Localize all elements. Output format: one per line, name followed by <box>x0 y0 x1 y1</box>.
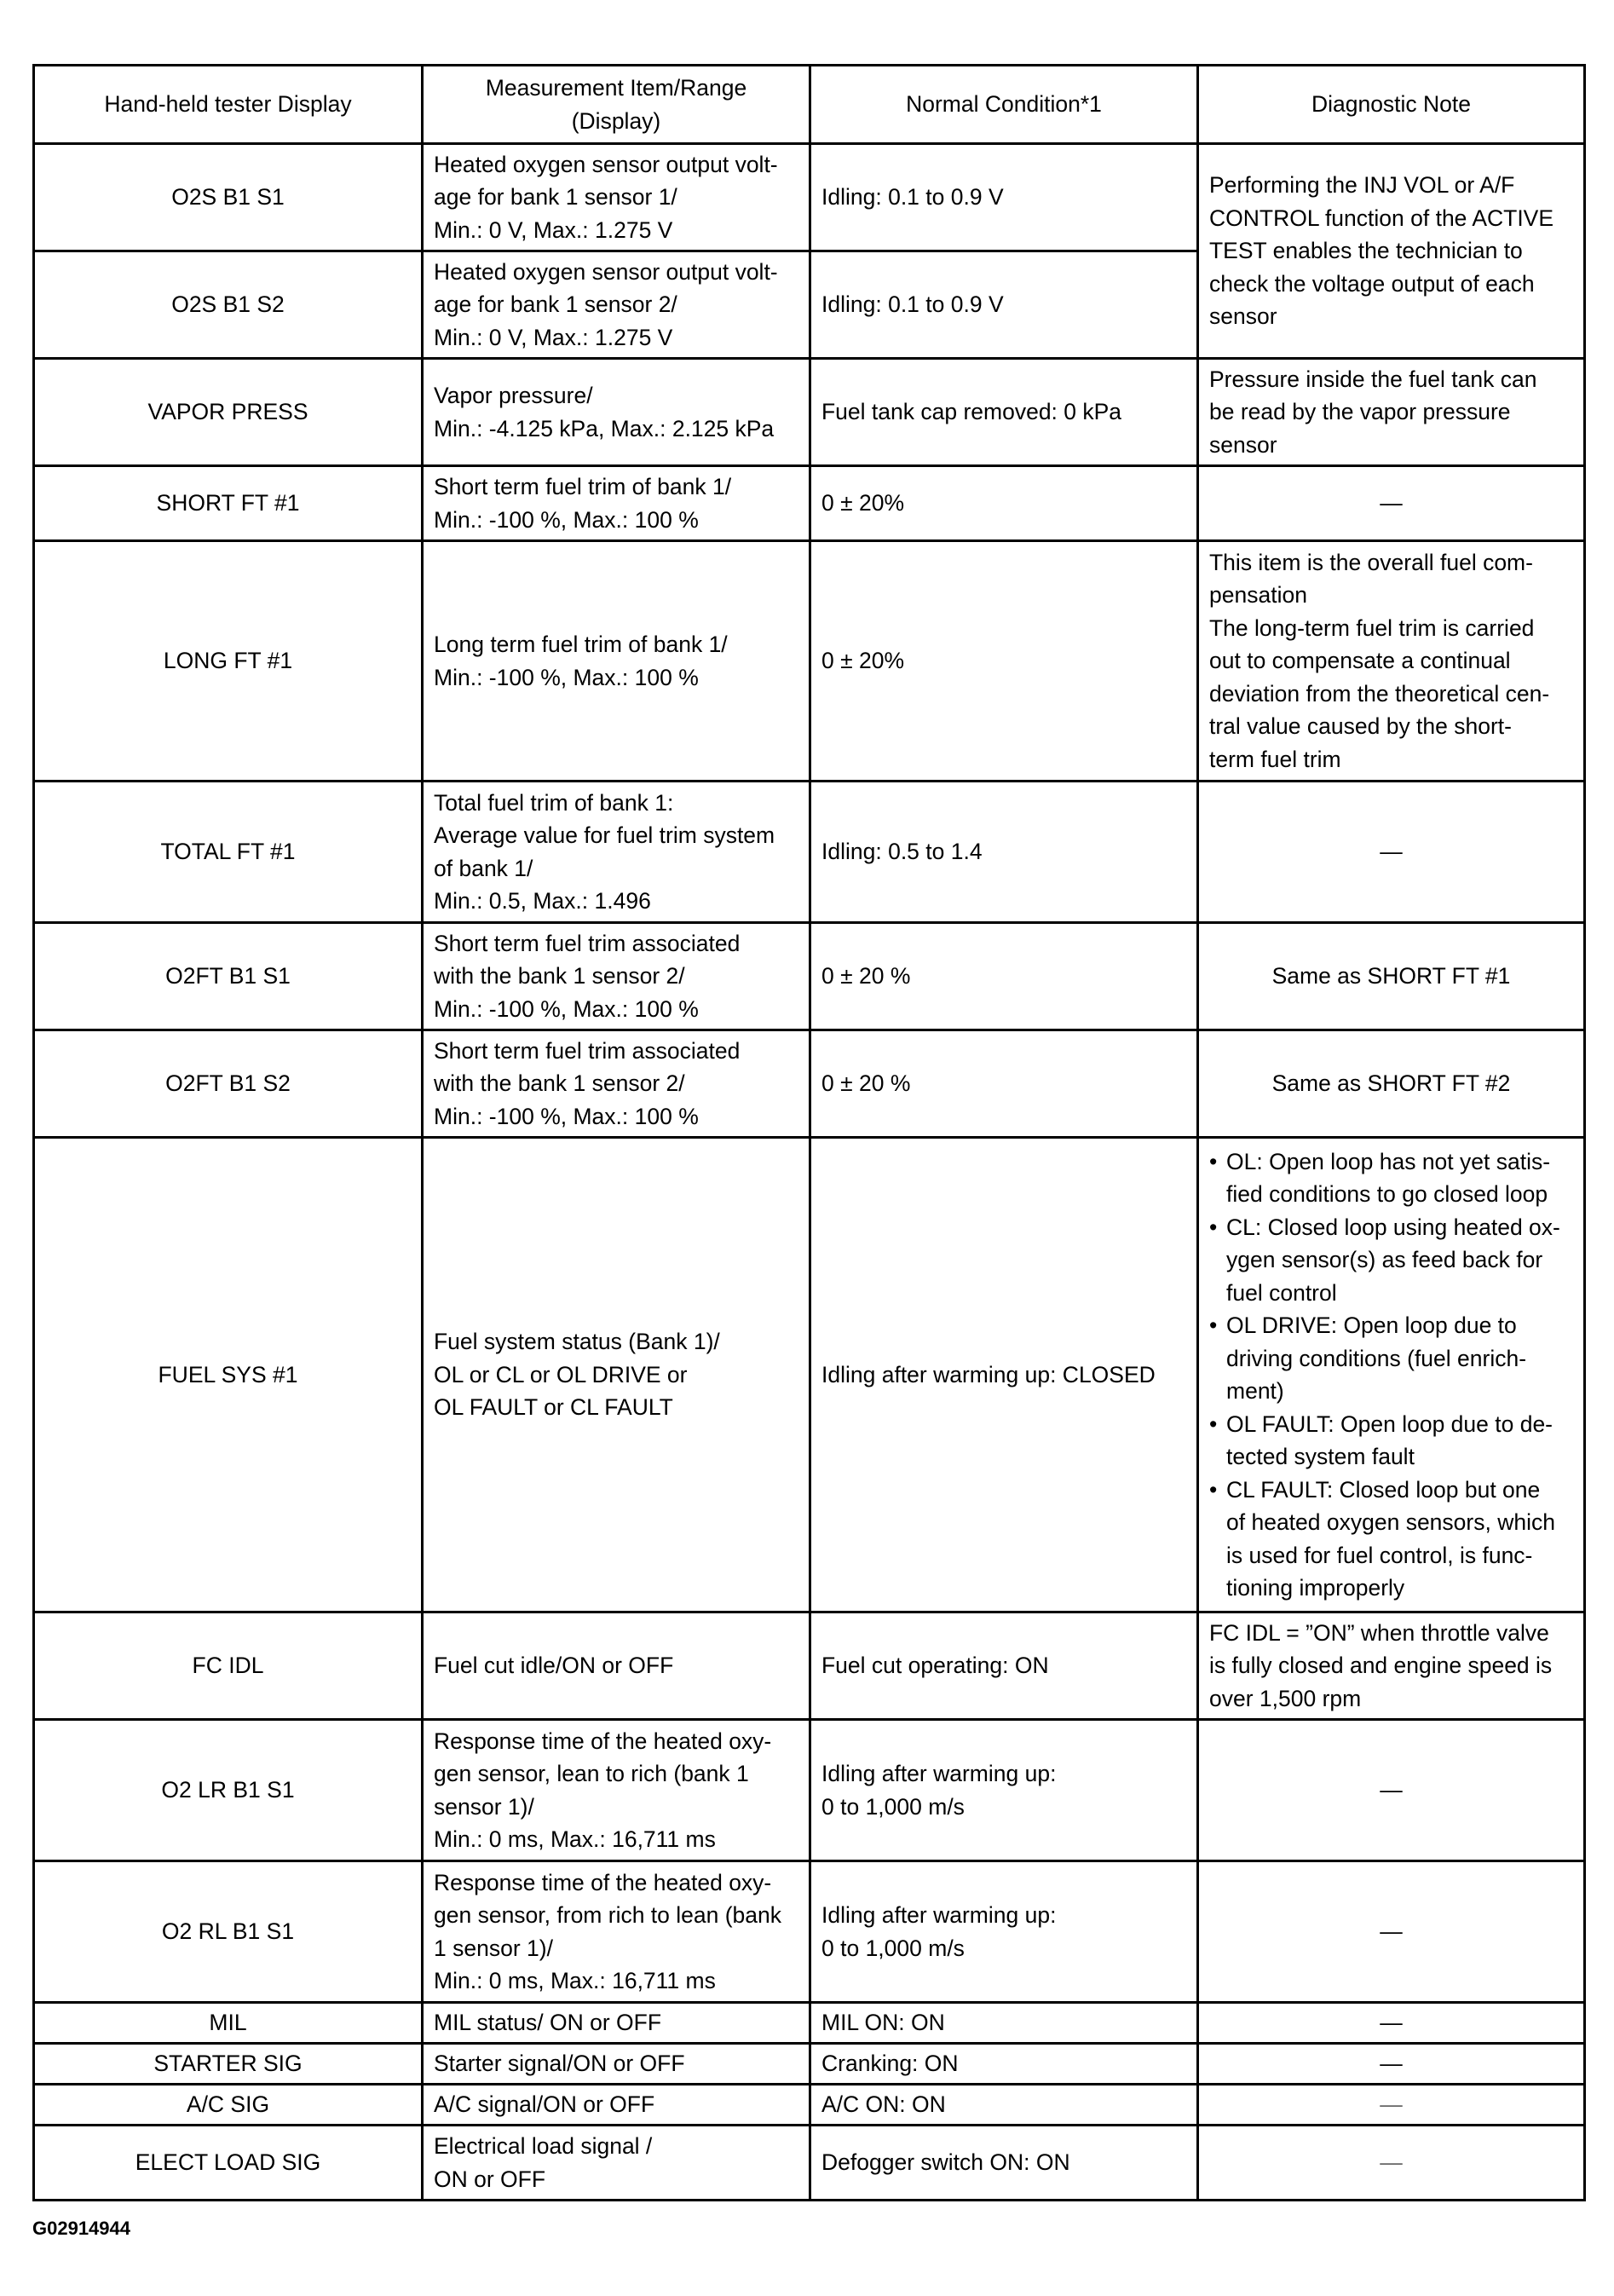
normal-condition-cell: MIL ON: ON <box>810 2003 1198 2044</box>
measurement-item-cell: Response time of the heated oxy- gen sensor, from rich to lean (bank 1 sensor 1)/ Min.: 0 ms, Max.: 16,711 ms <box>423 1861 810 2003</box>
tester-display-cell: FUEL SYS #1 <box>34 1138 423 1612</box>
bullet-dot-icon: • <box>1209 1312 1218 1338</box>
table-row <box>34 466 1585 541</box>
note-bullet-cl-fault: • CL FAULT: Closed loop but one of heated oxygen sensors, which is used for fuel control, is func- tioning improperly <box>1209 1474 1573 1605</box>
note-bullet-ol-fault: • OL FAULT: Open loop due to de- tected system fault <box>1209 1408 1573 1474</box>
measurement-item-cell: Electrical load signal / ON or OFF <box>423 2126 810 2201</box>
diagnostic-note-cell: — <box>1198 782 1585 923</box>
diagnostic-note-cell: — <box>1198 466 1585 541</box>
normal-condition-cell: Idling: 0.1 to 0.9 V <box>810 144 1198 251</box>
diagnostic-note-cell: — <box>1198 2085 1585 2126</box>
measurement-item-cell: Vapor pressure/ Min.: -4.125 kPa, Max.: 2.125 kPa <box>423 359 810 466</box>
table-header-row <box>34 66 1585 144</box>
normal-condition-cell: Idling: 0.5 to 1.4 <box>810 782 1198 923</box>
measurement-item-cell: Fuel cut idle/ON or OFF <box>423 1612 810 1720</box>
normal-condition-cell: Defogger switch ON: ON <box>810 2126 1198 2201</box>
tester-display-cell: O2S B1 S2 <box>34 251 423 359</box>
normal-condition-cell: 0 ± 20 % <box>810 1030 1198 1138</box>
bullet-dot-icon: • <box>1209 1148 1218 1174</box>
note-bullet-cl: • CL: Closed loop using heated ox- ygen sensor(s) as feed back for fuel control <box>1209 1211 1573 1310</box>
measurement-item-cell: Starter signal/ON or OFF <box>423 2044 810 2085</box>
measurement-item-cell: Short term fuel trim associated with the bank 1 sensor 2/ Min.: -100 %, Max.: 100 % <box>423 1030 810 1138</box>
diagnostic-note-cell <box>1198 1138 1585 1612</box>
diagnostic-note-cell: Performing the INJ VOL or A/F CONTROL function of the ACTIVE TEST enables the technician to check the voltage output of each sensor <box>1198 144 1585 359</box>
table-row <box>34 359 1585 466</box>
normal-condition-cell: 0 ± 20% <box>810 466 1198 541</box>
diagnostic-note-cell: — <box>1198 2003 1585 2044</box>
table-row <box>34 1720 1585 1861</box>
normal-condition-cell: A/C ON: ON <box>810 2085 1198 2126</box>
normal-condition-cell: Fuel tank cap removed: 0 kPa <box>810 359 1198 466</box>
table-row <box>34 2126 1585 2201</box>
tester-display-cell: VAPOR PRESS <box>34 359 423 466</box>
table-row <box>34 541 1585 782</box>
table-row <box>34 2044 1585 2085</box>
diagnostic-note-cell: — <box>1198 2126 1585 2201</box>
normal-condition-cell: 0 ± 20% <box>810 541 1198 782</box>
diagnostic-note-cell: Same as SHORT FT #1 <box>1198 923 1585 1030</box>
normal-condition-cell: Idling after warming up: CLOSED <box>810 1138 1198 1612</box>
tester-display-cell: O2S B1 S1 <box>34 144 423 251</box>
bullet-dot-icon: • <box>1209 1410 1218 1437</box>
header-diagnostic-note: Diagnostic Note <box>1198 66 1585 144</box>
measurement-item-cell: Response time of the heated oxy- gen sensor, lean to rich (bank 1 sensor 1)/ Min.: 0 ms, Max.: 16,711 ms <box>423 1720 810 1861</box>
measurement-item-cell: Heated oxygen sensor output volt- age for bank 1 sensor 1/ Min.: 0 V, Max.: 1.275 V <box>423 144 810 251</box>
tester-display-cell: SHORT FT #1 <box>34 466 423 541</box>
header-measurement-item: Measurement Item/Range (Display) <box>423 66 810 144</box>
tester-display-cell: ELECT LOAD SIG <box>34 2126 423 2201</box>
note-bullet-ol-drive: • OL DRIVE: Open loop due to driving conditions (fuel enrich- ment) <box>1209 1309 1573 1408</box>
measurement-item-cell: Long term fuel trim of bank 1/ Min.: -100 %, Max.: 100 % <box>423 541 810 782</box>
bullet-dot-icon: • <box>1209 1214 1218 1240</box>
tester-display-cell: STARTER SIG <box>34 2044 423 2085</box>
tester-display-cell: FC IDL <box>34 1612 423 1720</box>
bullet-dot-icon: • <box>1209 1476 1218 1503</box>
diagnostic-data-table <box>32 64 1586 2201</box>
table-row <box>34 1138 1585 1612</box>
normal-condition-cell: Idling after warming up: 0 to 1,000 m/s <box>810 1861 1198 2003</box>
normal-condition-cell: Cranking: ON <box>810 2044 1198 2085</box>
table-row <box>34 2003 1585 2044</box>
table-row <box>34 2085 1585 2126</box>
tester-display-cell: TOTAL FT #1 <box>34 782 423 923</box>
measurement-item-cell: Heated oxygen sensor output volt- age for bank 1 sensor 2/ Min.: 0 V, Max.: 1.275 V <box>423 251 810 359</box>
measurement-item-cell: Short term fuel trim associated with the bank 1 sensor 2/ Min.: -100 %, Max.: 100 % <box>423 923 810 1030</box>
tester-display-cell: O2FT B1 S2 <box>34 1030 423 1138</box>
diagnostic-note-cell: Same as SHORT FT #2 <box>1198 1030 1585 1138</box>
table-row <box>34 1612 1585 1720</box>
normal-condition-cell: Fuel cut operating: ON <box>810 1612 1198 1720</box>
diagnostic-note-cell: — <box>1198 2044 1585 2085</box>
figure-id-label: G02914944 <box>32 2218 130 2239</box>
tester-display-cell: A/C SIG <box>34 2085 423 2126</box>
diagnostic-note-cell: Pressure inside the fuel tank can be read by the vapor pressure sensor <box>1198 359 1585 466</box>
header-normal-condition: Normal Condition*1 <box>810 66 1198 144</box>
measurement-item-cell: Fuel system status (Bank 1)/ OL or CL or OL DRIVE or OL FAULT or CL FAULT <box>423 1138 810 1612</box>
table-row <box>34 1030 1585 1138</box>
measurement-item-cell: MIL status/ ON or OFF <box>423 2003 810 2044</box>
normal-condition-cell: 0 ± 20 % <box>810 923 1198 1030</box>
table-row <box>34 144 1585 251</box>
header-tester-display: Hand-held tester Display <box>34 66 423 144</box>
tester-display-cell: LONG FT #1 <box>34 541 423 782</box>
tester-display-cell: MIL <box>34 2003 423 2044</box>
diagnostic-note-cell: FC IDL = ”ON” when throttle valve is fully closed and engine speed is over 1,500 rpm <box>1198 1612 1585 1720</box>
diagnostic-note-cell: — <box>1198 1861 1585 2003</box>
note-bullet-ol: • OL: Open loop has not yet satis- fied conditions to go closed loop <box>1209 1145 1573 1211</box>
diagnostic-note-cell: This item is the overall fuel com- pensation The long-term fuel trim is carried out to compensate a continual deviation from the theoretical cen- tral value caused by the short- term fuel trim <box>1198 541 1585 782</box>
tester-display-cell: O2 RL B1 S1 <box>34 1861 423 2003</box>
diagnostic-note-cell: — <box>1198 1720 1585 1861</box>
table-row <box>34 1861 1585 2003</box>
tester-display-cell: O2FT B1 S1 <box>34 923 423 1030</box>
normal-condition-cell: Idling: 0.1 to 0.9 V <box>810 251 1198 359</box>
measurement-item-cell: Total fuel trim of bank 1: Average value for fuel trim system of bank 1/ Min.: 0.5, Max.: 1.496 <box>423 782 810 923</box>
tester-display-cell: O2 LR B1 S1 <box>34 1720 423 1861</box>
normal-condition-cell: Idling after warming up: 0 to 1,000 m/s <box>810 1720 1198 1861</box>
table-row <box>34 923 1585 1030</box>
table-row <box>34 782 1585 923</box>
measurement-item-cell: A/C signal/ON or OFF <box>423 2085 810 2126</box>
measurement-item-cell: Short term fuel trim of bank 1/ Min.: -100 %, Max.: 100 % <box>423 466 810 541</box>
